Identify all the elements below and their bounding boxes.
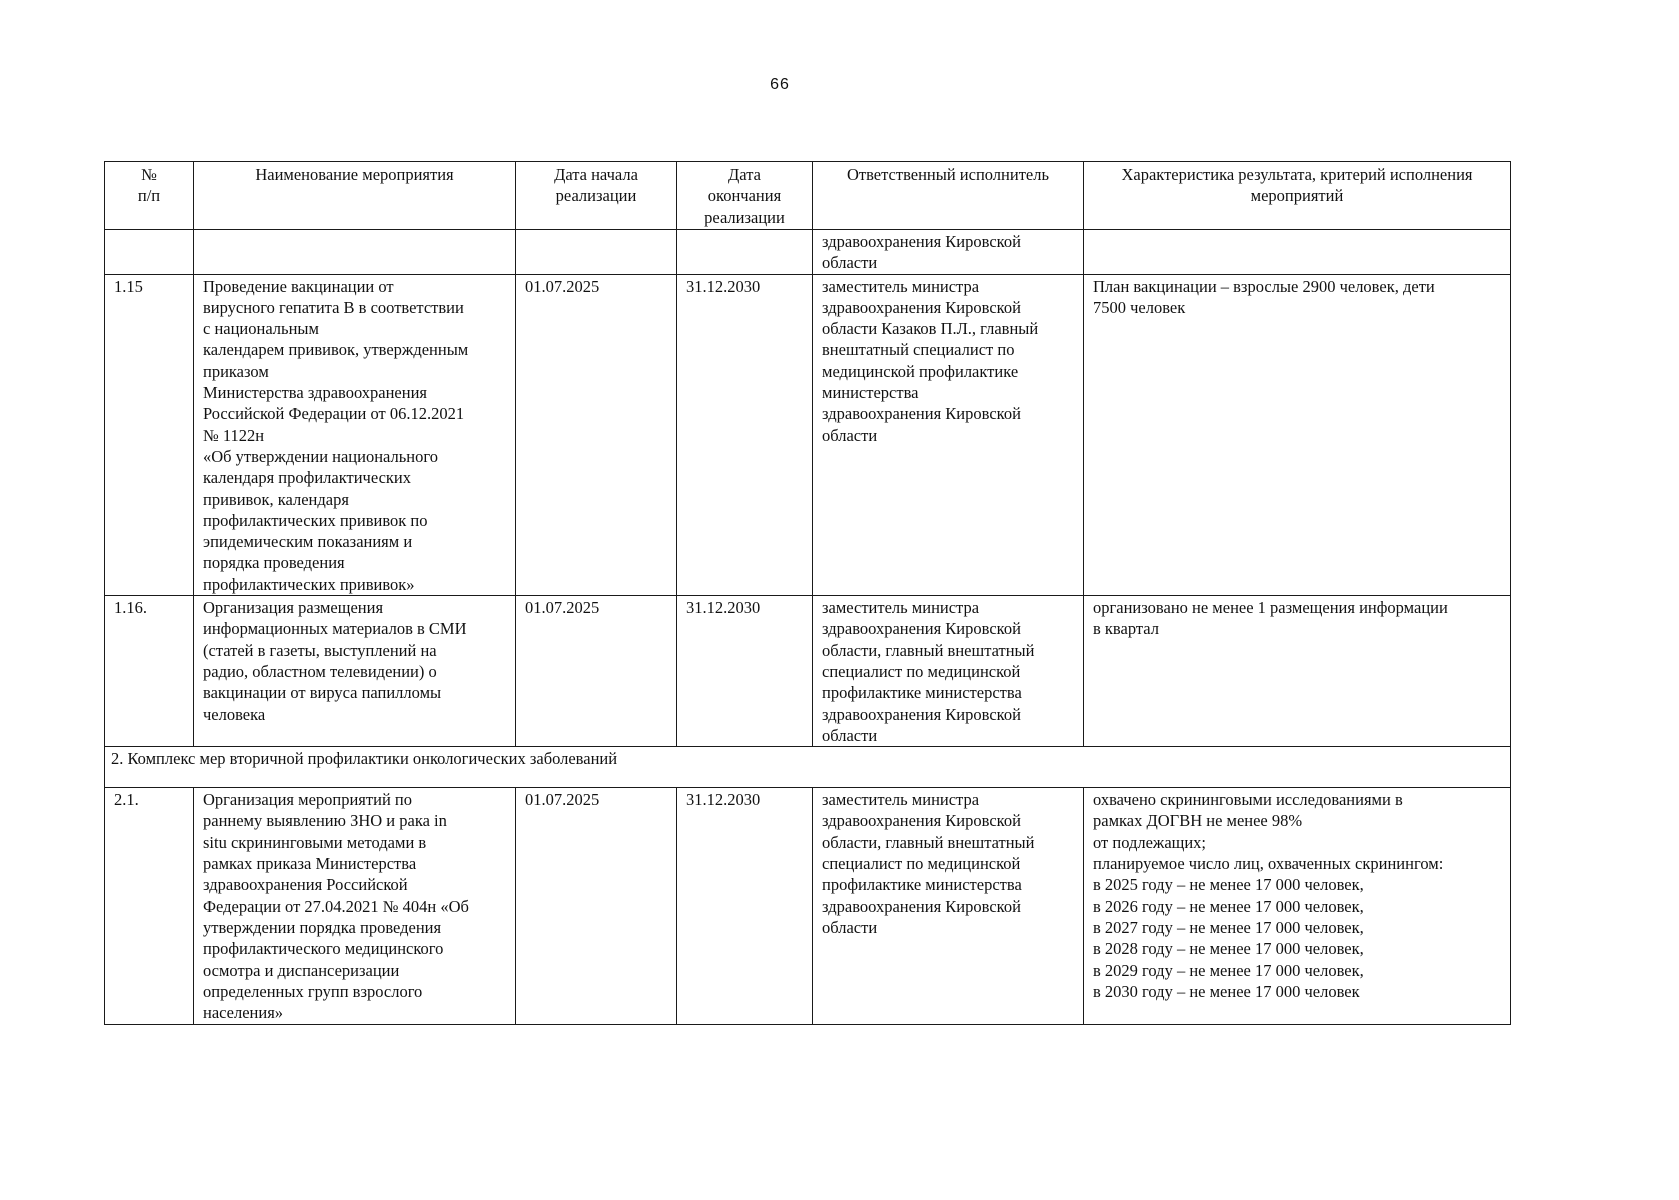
cell-line: в 2027 году – не менее 17 000 человек, xyxy=(1093,917,1364,937)
cell-line: Дата xyxy=(728,165,761,184)
cell-line: охвачено скрининговыми исследованиями в xyxy=(1093,790,1403,810)
header-result xyxy=(1084,162,1511,230)
cell-line: План вакцинации – взрослые 2900 человек, дети xyxy=(1093,276,1435,296)
row-number: 2.1. xyxy=(105,788,194,1025)
cell-line: реализации xyxy=(704,207,785,227)
cell-line: с национальным xyxy=(203,319,319,339)
cell-line: радио, областном телевидении) о xyxy=(203,661,437,681)
cell-line: министерства xyxy=(822,383,919,403)
cell-line: области xyxy=(822,917,878,937)
cell-line: профилактических прививок по xyxy=(203,510,428,530)
cell-line: области, главный внештатный xyxy=(822,640,1035,660)
cell-line: в 2026 году – не менее 17 000 человек, xyxy=(1093,896,1364,916)
cell-line: населения» xyxy=(203,1003,284,1023)
cell-line: в 2025 году – не менее 17 000 человек, xyxy=(1093,875,1364,895)
cell-line: специалист по медицинской xyxy=(822,661,1021,681)
header-responsible xyxy=(813,162,1084,230)
cell-line: профилактике министерства xyxy=(822,875,1022,895)
cell-line: здравоохранения Кировской xyxy=(822,404,1021,424)
cell-line: в квартал xyxy=(1093,619,1159,639)
end-date: 31.12.2030 xyxy=(677,274,813,595)
row-number: 1.16. xyxy=(105,596,194,747)
cell-line: в 2028 году – не менее 17 000 человек, xyxy=(1093,939,1364,959)
row-number xyxy=(105,230,194,275)
cell-line: 7500 человек xyxy=(1093,297,1186,317)
cell-line: области xyxy=(822,253,878,273)
measure-name xyxy=(194,274,516,595)
cell-line: № 1122н xyxy=(203,425,265,445)
table-body-section-2 xyxy=(105,788,1511,1025)
cell-line: «Об утверждении национального xyxy=(203,446,438,466)
table-row xyxy=(105,596,1511,747)
responsible-executor xyxy=(813,788,1084,1025)
cell-line: здравоохранения Российской xyxy=(203,875,408,895)
measure-name xyxy=(194,230,516,275)
cell-line: осмотра и диспансеризации xyxy=(203,960,400,980)
cell-line: специалист по медицинской xyxy=(822,854,1021,874)
cell-line: Организация размещения xyxy=(203,598,384,618)
section-row xyxy=(105,747,1511,788)
cell-line: здравоохранения Кировской xyxy=(822,619,1021,639)
start-date: 01.07.2025 xyxy=(516,274,677,595)
cell-line: профилактических прививок» xyxy=(203,574,415,594)
cell-line: вирусного гепатита В в соответствии xyxy=(203,297,464,317)
responsible-executor xyxy=(813,596,1084,747)
header-name xyxy=(194,162,516,230)
measure-name xyxy=(194,596,516,747)
cell-line: области xyxy=(822,725,878,745)
cell-line: календарем прививок, утвержденным xyxy=(203,340,469,360)
result-criteria xyxy=(1084,230,1511,275)
cell-line: Российской Федерации от 06.12.2021 xyxy=(203,404,465,424)
cell-line: от подлежащих; xyxy=(1093,832,1207,852)
cell-line: планируемое число лиц, охваченных скринингом: xyxy=(1093,854,1444,874)
page-number: 66 xyxy=(770,76,790,93)
result-criteria xyxy=(1084,788,1511,1025)
cell-line: внештатный специалист по xyxy=(822,340,1015,360)
cell-line: раннему выявлению ЗНО и рака in xyxy=(203,811,447,831)
cell-line: организовано не менее 1 размещения информации xyxy=(1093,598,1448,618)
measures-table xyxy=(104,161,1511,1025)
cell-line: рамках приказа Министерства xyxy=(203,854,417,874)
cell-line: прививок, календаря xyxy=(203,489,349,509)
cell-line: здравоохранения Кировской xyxy=(822,704,1021,724)
measure-name xyxy=(194,788,516,1025)
cell-line: вакцинации от вируса папилломы xyxy=(203,683,442,703)
cell-line: календаря профилактических xyxy=(203,468,412,488)
cell-line: в 2029 году – не менее 17 000 человек, xyxy=(1093,960,1364,980)
cell-line: situ скрининговыми методами в xyxy=(203,832,427,852)
cell-line: Дата начала xyxy=(554,165,638,184)
cell-line: Федерации от 27.04.2021 № 404н «Об xyxy=(203,896,469,916)
cell-line: здравоохранения Кировской xyxy=(822,232,1021,251)
cell-line: человека xyxy=(203,704,266,724)
header-start-date xyxy=(516,162,677,230)
cell-line: Министерства здравоохранения xyxy=(203,383,428,403)
cell-line: эпидемическим показаниям и xyxy=(203,532,413,552)
cell-line: медицинской профилактике xyxy=(822,361,1019,381)
cell-line: профилактического медицинского xyxy=(203,939,444,959)
cell-line: Организация мероприятий по xyxy=(203,790,412,810)
cell-line: Проведение вакцинации от xyxy=(203,276,394,296)
responsible-executor xyxy=(813,230,1084,275)
table-body xyxy=(105,230,1511,747)
cell-line: приказом xyxy=(203,361,269,381)
cell-line: заместитель министра xyxy=(822,598,980,618)
cell-line: мероприятий xyxy=(1250,186,1344,206)
header-end-date xyxy=(677,162,813,230)
cell-line: в 2030 году – не менее 17 000 человек xyxy=(1093,981,1360,1001)
cell-line: заместитель министра xyxy=(822,790,980,810)
cell-line: утверждении порядка проведения xyxy=(203,917,442,937)
cell-line: области, главный внештатный xyxy=(822,832,1035,852)
cell-line: п/п xyxy=(137,186,161,206)
row-number: 1.15 xyxy=(105,274,194,595)
start-date: 01.07.2025 xyxy=(516,596,677,747)
cell-line: порядка проведения xyxy=(203,553,345,573)
cell-line: Ответственный исполнитель xyxy=(846,165,1049,184)
cell-line: (статей в газеты, выступлений на xyxy=(203,640,437,660)
cell-line: здравоохранения Кировской xyxy=(822,811,1021,831)
end-date xyxy=(677,230,813,275)
cell-line: реализации xyxy=(555,186,637,206)
cell-line: области xyxy=(822,425,878,445)
header-num xyxy=(105,162,194,230)
cell-line: здравоохранения Кировской xyxy=(822,297,1021,317)
result-criteria xyxy=(1084,274,1511,595)
cell-line: заместитель министра xyxy=(822,276,980,296)
cell-line: № xyxy=(141,165,157,184)
end-date: 31.12.2030 xyxy=(677,596,813,747)
cell-line: информационных материалов в СМИ xyxy=(203,619,467,639)
table-header-row xyxy=(105,162,1511,230)
table-row xyxy=(105,788,1511,1025)
result-criteria xyxy=(1084,596,1511,747)
cell-line: профилактике министерства xyxy=(822,683,1022,703)
table-row xyxy=(105,274,1511,595)
responsible-executor xyxy=(813,274,1084,595)
end-date: 31.12.2030 xyxy=(677,788,813,1025)
cell-line: Характеристика результата, критерий исполнения xyxy=(1121,165,1473,184)
cell-line: окончания xyxy=(707,186,782,206)
start-date: 01.07.2025 xyxy=(516,788,677,1025)
start-date xyxy=(516,230,677,275)
section-title: 2. Комплекс мер вторичной профилактики онкологических заболеваний xyxy=(105,747,1511,788)
cell-line: рамках ДОГВН не менее 98% xyxy=(1093,811,1303,831)
cell-line: определенных групп взрослого xyxy=(203,981,423,1001)
table-row xyxy=(105,230,1511,275)
cell-line: Наименование мероприятия xyxy=(255,165,454,184)
cell-line: здравоохранения Кировской xyxy=(822,896,1021,916)
cell-line: области Казаков П.Л., главный xyxy=(822,319,1039,339)
